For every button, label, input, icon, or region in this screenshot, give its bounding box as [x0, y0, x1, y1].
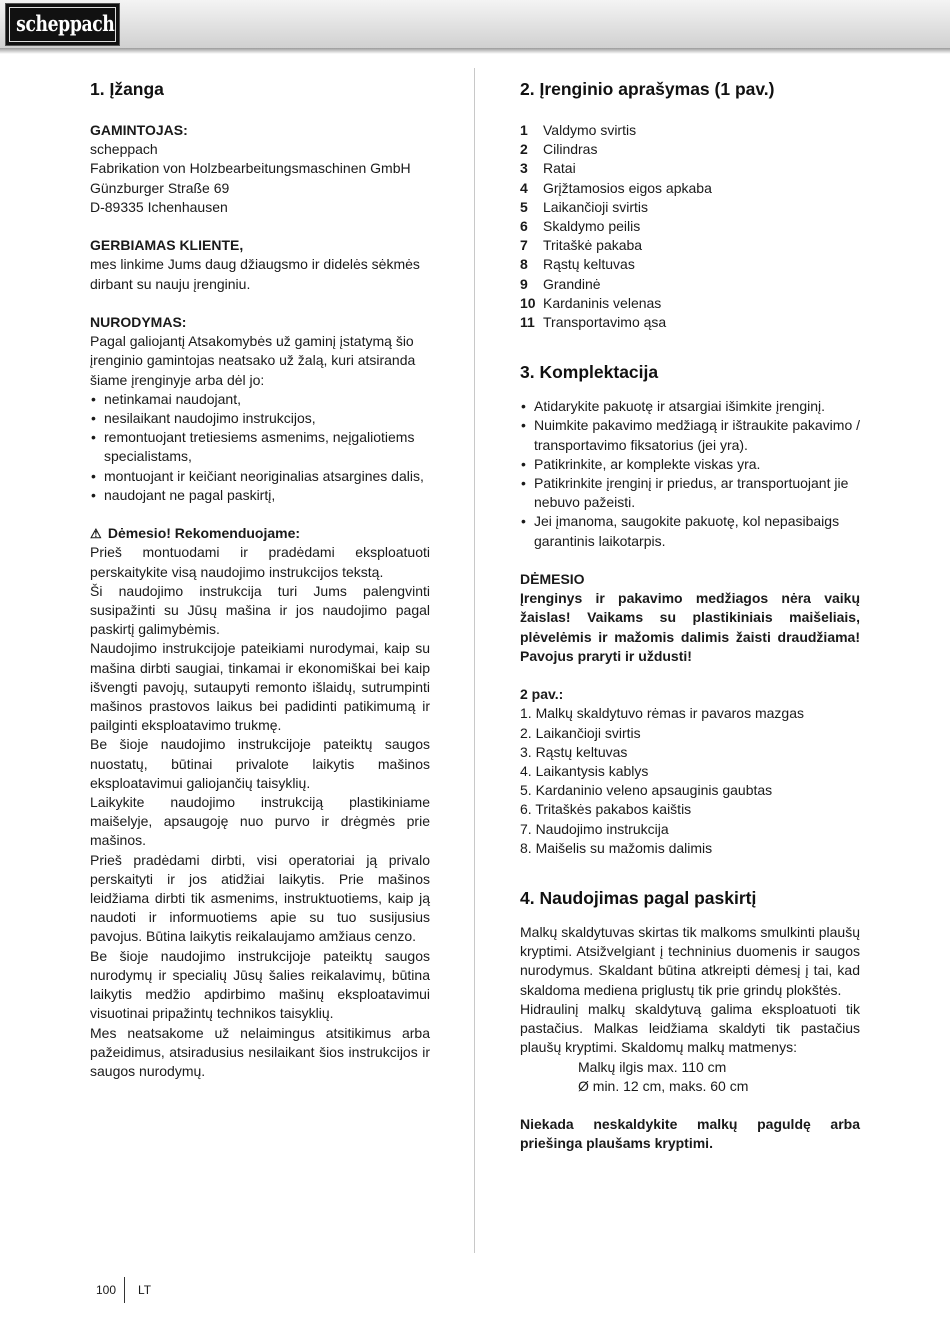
list-item: 3. Rąstų keltuvas: [520, 743, 628, 760]
warning-triangle-icon: ⚠: [90, 526, 102, 542]
item-number: 6: [520, 218, 528, 235]
usage-paragraph: Hidraulinį malkų skaldytuvą galima eksploatuoti tik pastačius. Malkas leidžiama skaldyti tik pastačius plaušų kryptimi. Skaldomų malkų matmenys:: [520, 1000, 860, 1056]
item-text: Rąstų keltuvas: [543, 256, 635, 273]
attention-paragraph: Be šioje naudojimo instrukcijoje pateiktų saugos nurodymų ir specialių Jūsų šalies reikalavimų, būtina laikytis medžio apdirbimo mašinų eksploatavimui visuotinai pripažintų technikos taisyklių.: [90, 947, 430, 1022]
usage-paragraph: Malkų skaldytuvas skirtas tik malkoms smulkinti plaušų kryptimi. Atsižvelgiant į techninius duomenis ir saugos nurodymus. Skaldant būtina atkreipti dėmesį į tai, kad skaldoma mediena priglustų tik prie grindų plokštės.: [520, 924, 860, 998]
attention-paragraph: Naudojimo instrukcijoje pateikiami nurodymai, kaip su mašina dirbti saugiai, tinkamai ir ekonomiškai bei kaip išvengti pavojų, sutaupyti remonto išlaidų, sutrumpinti mašinos prastovos laikus bei padidinti patikimumą ir pailginti eksploatavimo trukmę.: [90, 640, 430, 734]
list-item: [520, 313, 860, 332]
attention-paragraph: Ši naudojimo instrukcija turi Jums palengvinti susipažinti su Jūsų mašina ir jos naudojimo pagal paskirtį galimybėmis.: [90, 582, 430, 638]
usage-dimension: Malkų ilgis max. 110 cm: [578, 1058, 727, 1075]
list-item: [520, 121, 860, 140]
list-item: 5. Kardaninio veleno apsauginis gaubtas: [520, 782, 773, 799]
list-item: • naudojant ne pagal paskirtį,: [90, 486, 430, 505]
item-text: Kardaninis velenas: [543, 294, 662, 311]
page-number: 100: [96, 1283, 117, 1297]
item-number: 5: [520, 198, 528, 215]
attention-heading: Dėmesio! Rekomenduojame:: [107, 525, 301, 542]
list-item: 8. Maišelis su mažomis dalimis: [520, 839, 713, 856]
description-list: [520, 121, 860, 332]
list-item: [520, 255, 860, 274]
item-number: 10: [520, 294, 536, 311]
scheppach-logo: [5, 3, 120, 46]
page-header: [0, 0, 950, 50]
item-number: 4: [520, 179, 528, 196]
note-bullet-list: [90, 390, 430, 505]
list-item: • remontuojant tretiesiems asmenims, neįgaliotiems specialistams,: [90, 428, 430, 466]
list-item: • Nuimkite pakavimo medžiagą ir ištraukite pakavimo / transportavimo fiksatorius (jei yra).: [520, 416, 860, 454]
item-text: Transportavimo ąsa: [543, 314, 667, 331]
item-number: 8: [520, 256, 528, 273]
list-item: 4. Laikantysis kablys: [520, 763, 649, 780]
list-item: [520, 275, 860, 294]
caution-heading: DĖMESIO: [520, 571, 585, 588]
section-title-intended-use: 4. Naudojimas pagal paskirtį: [520, 888, 757, 909]
item-text: Grandinė: [543, 275, 601, 292]
kit-bullet-list: [520, 397, 860, 551]
list-item: • Jei įmanoma, saugokite pakuotę, kol nepasibaigs garantinis laikotarpis.: [520, 512, 860, 550]
list-item: [520, 294, 860, 313]
attention-paragraph: Be šioje naudojimo instrukcijoje pateiktų saugos nuostatų, būtinai privalote laikytis mašinos eksploatavimui galiojančių taisyklių.: [90, 736, 430, 791]
attention-paragraph: Laikykite naudojimo instrukciją plastikiniame maišelyje, apsaugoję nuo purvo ir drėgmės prie mašinos.: [90, 794, 430, 849]
item-text: Ratai: [543, 160, 576, 177]
list-item: • Patikrinkite, ar komplekte viskas yra.: [520, 455, 860, 474]
attention-heading-row: [90, 524, 430, 543]
manufacturer-line: Günzburger Straße 69: [90, 179, 230, 196]
section-title-kit: 3. Komplektacija: [520, 362, 659, 383]
figure-2-heading: 2 pav.:: [520, 686, 564, 703]
list-item: [520, 236, 860, 255]
usage-warning: Niekada neskaldykite malkų paguldę arba priešinga plaušams kryptimi.: [520, 1116, 860, 1152]
list-item: 7. Naudojimo instrukcija: [520, 820, 669, 837]
attention-paragraph: Prieš pradėdami dirbti, visi operatoriai ją privalo perskaityti ir jos atidžiai laikytis. Prie mašinos leidžiama dirbti tik asmenims, instruktuotiems, kaip ją naudoti ir informuotiems apie su tuo susijusius pavojus. Būtina laikytis reikalaujamo amžiaus cenzo.: [90, 851, 430, 945]
list-item: [520, 198, 860, 217]
section-title-introduction: 1. Įžanga: [90, 79, 164, 99]
item-text: Cilindras: [543, 141, 598, 158]
logo-text: scheppach: [16, 11, 115, 36]
manufacturer-line: Fabrikation von Holzbearbeitungsmaschinen GmbH: [90, 160, 411, 177]
header-shadow: [0, 48, 950, 54]
customer-text: mes linkime Jums daug džiaugsmo ir didelės sėkmės dirbant su nauju įrenginiu.: [90, 256, 420, 292]
right-column: [520, 78, 860, 1154]
list-item: • netinkamai naudojant,: [90, 390, 430, 409]
list-item: [520, 159, 860, 178]
list-item: 1. Malkų skaldytuvo rėmas ir pavaros mazgas: [520, 705, 804, 722]
manufacturer-line: scheppach: [90, 141, 158, 158]
list-item: [520, 217, 860, 236]
customer-heading: GERBIAMAS KLIENTE,: [90, 237, 244, 254]
note-heading: NURODYMAS:: [90, 314, 187, 330]
item-number: 1: [520, 122, 528, 138]
item-number: 7: [520, 237, 528, 254]
attention-paragraph: Prieš montuodami ir pradėdami eksploatuoti perskaitykite visą naudojimo instrukcijos tekstą.: [90, 544, 430, 580]
list-item: • Atidarykite pakuotę ir atsargiai išimkite įrenginį.: [520, 397, 860, 416]
column-divider: [474, 68, 475, 1253]
manufacturer-line: D-89335 Ichenhausen: [90, 198, 228, 215]
list-item: • Patikrinkite įrenginį ir priedus, ar transportuojant jie nebuvo pažeisti.: [520, 474, 860, 512]
item-text: Laikančioji svirtis: [543, 198, 649, 215]
item-number: 9: [520, 275, 528, 292]
item-number: 11: [520, 314, 535, 331]
manufacturer-heading: GAMINTOJAS:: [90, 122, 188, 138]
language-code: LT: [138, 1283, 152, 1297]
item-text: Valdymo svirtis: [543, 122, 637, 138]
usage-dimension: Ø min. 12 cm, maks. 60 cm: [578, 1077, 749, 1094]
caution-text: Įrenginys ir pakavimo medžiagos nėra vaikų žaislas! Vaikams su plastikiniais maišeliais, plėvelėmis ir mažomis dalimis žaisti draudžiama! Pavojus praryti ir uždusti!: [520, 590, 860, 664]
item-text: Tritaškė pakaba: [543, 237, 643, 254]
left-column: [90, 78, 430, 1081]
footer-divider: [124, 1277, 125, 1303]
section-title-description: 2. Įrenginio aprašymas (1 pav.): [520, 79, 775, 99]
item-text: Grįžtamosios eigos apkaba: [543, 179, 712, 196]
list-item: [520, 179, 860, 198]
item-number: 2: [520, 141, 528, 158]
list-item: 6. Tritaškės pakabos kaištis: [520, 801, 692, 818]
list-item: 2. Laikančioji svirtis: [520, 724, 641, 741]
list-item: • nesilaikant naudojimo instrukcijos,: [90, 409, 430, 428]
list-item: • montuojant ir keičiant neoriginalias atsargines dalis,: [90, 467, 430, 486]
item-text: Skaldymo peilis: [543, 218, 641, 235]
list-item: [520, 140, 860, 159]
attention-paragraph: Mes neatsakome už nelaimingus atsitikimus arba pažeidimus, atsiradusius nesilaikant šios instrukcijos ir saugos nurodymų.: [90, 1024, 430, 1079]
item-number: 3: [520, 160, 528, 177]
note-text: Pagal galiojantį Atsakomybės už gaminį įstatymą šio įrenginio gamintojas neatsako už žalą, kuri atsiranda šiame įrenginyje arba dėl jo:: [90, 333, 416, 388]
